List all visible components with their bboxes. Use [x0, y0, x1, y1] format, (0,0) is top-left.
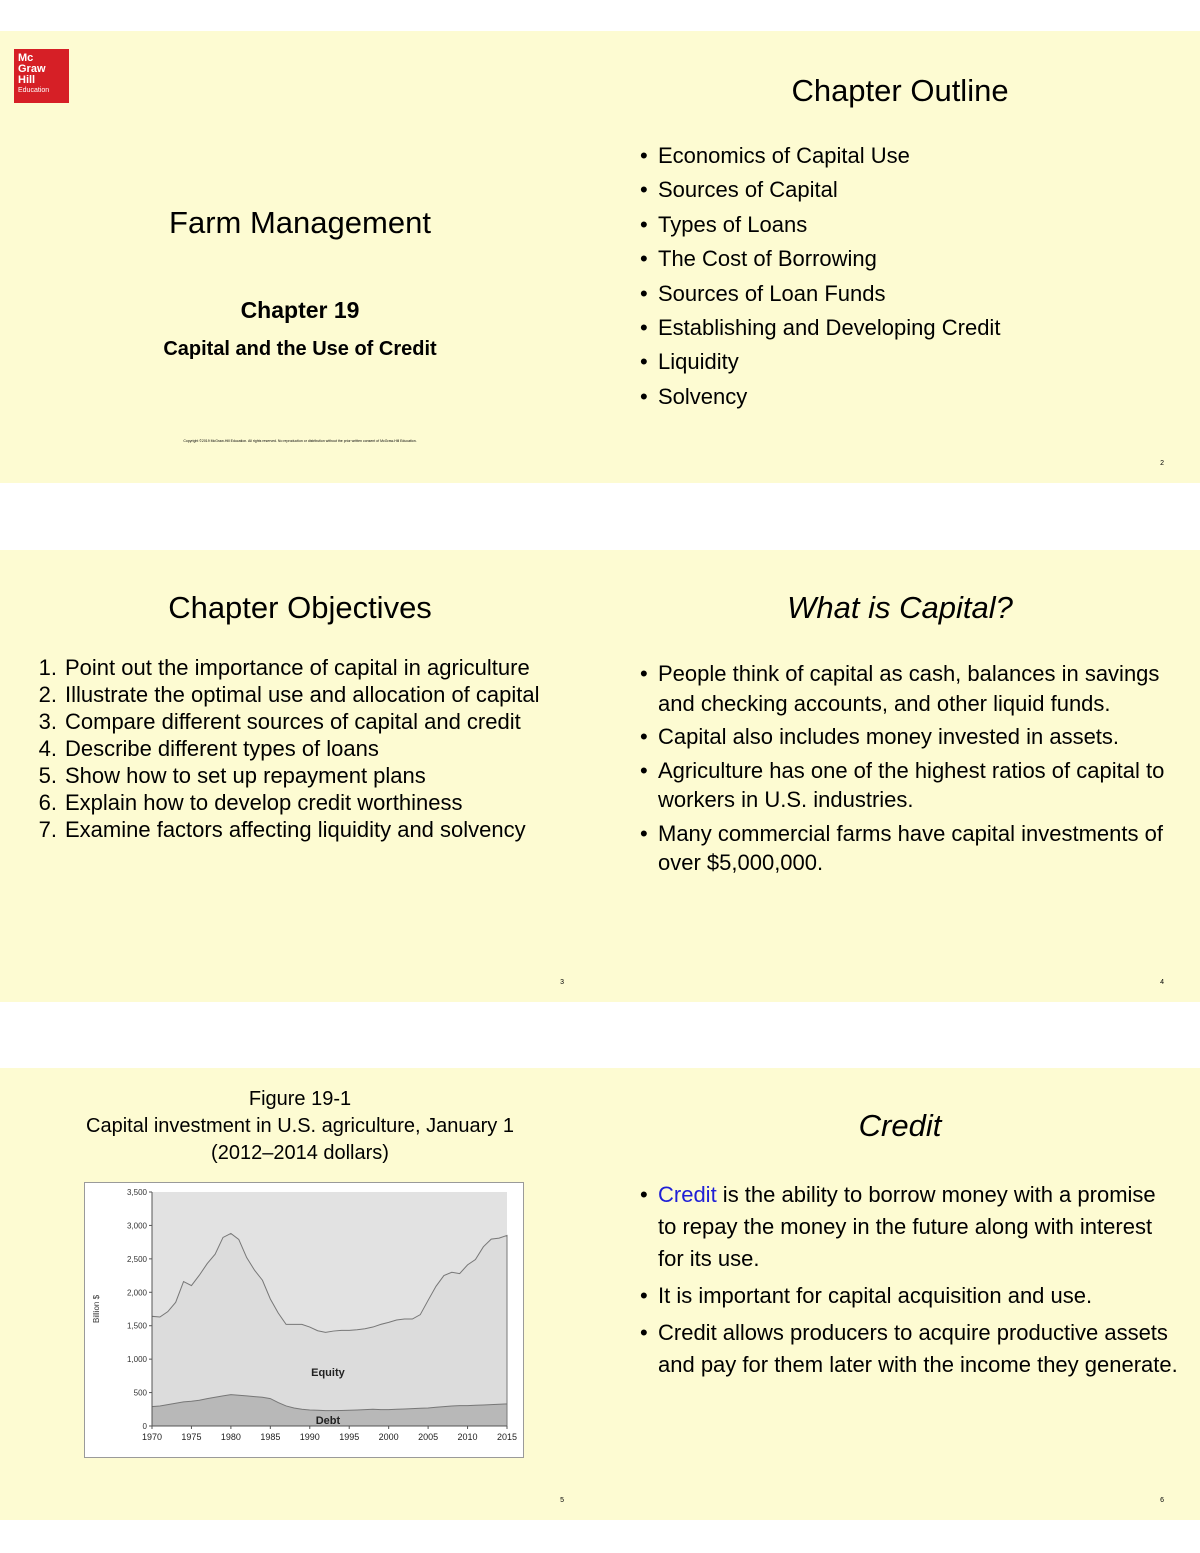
slide-title: Credit [858, 1108, 942, 1143]
x-tick-label: 1975 [181, 1432, 202, 1442]
y-tick-label: 3,000 [126, 1221, 147, 1231]
what-is-capital-slide [600, 550, 1200, 1002]
mcgraw-hill-logo [14, 49, 69, 103]
page-number: 6 [1160, 1497, 1164, 1504]
debt-label: Debt [315, 1415, 341, 1427]
slide-title: Farm Management [169, 205, 431, 240]
objective-text: Examine factors affecting liquidity and solvency [65, 817, 526, 842]
y-tick-label: 2,000 [126, 1288, 147, 1298]
objective-text: Compare different sources of capital and credit [65, 709, 521, 734]
capital-bullet: • Capital also includes money invested in assets. [638, 722, 1178, 752]
objective-text: Describe different types of loans [65, 736, 379, 761]
logo-line: Education [18, 87, 50, 94]
credit-slide [600, 1068, 1200, 1520]
page-number: 3 [560, 979, 564, 986]
y-tick-label: 1,500 [126, 1321, 147, 1331]
x-tick-label: 1995 [339, 1432, 360, 1442]
objective-item [27, 711, 547, 733]
page-number: 5 [560, 1497, 564, 1504]
credit-bullet: • Credit allows producers to acquire productive assets and pay for them later with the income they generate. [638, 1317, 1178, 1381]
capital-bullets [638, 659, 1178, 878]
objective-text: Point out the importance of capital in agriculture [65, 655, 530, 680]
objective-item [27, 657, 547, 679]
objective-number: 4. [38, 736, 57, 761]
objective-item [27, 684, 547, 706]
slide-title: What is Capital? [787, 590, 1013, 625]
page-number: 4 [1160, 979, 1164, 986]
objective-text: Explain how to develop credit worthiness [65, 790, 463, 815]
objective-item [27, 819, 547, 841]
x-tick-label: 2010 [457, 1432, 478, 1442]
outline-item: • Solvency [638, 380, 1000, 414]
x-tick-label: 1990 [299, 1432, 320, 1442]
outline-item: • Sources of Capital [638, 173, 1000, 207]
equity-label: Equity [311, 1367, 345, 1380]
objective-text: Show how to set up repayment plans [65, 763, 426, 788]
outline-item: • Economics of Capital Use [638, 139, 1000, 173]
figure-subtitle: (2012–2014 dollars) [211, 1142, 389, 1164]
x-tick-label: 1985 [260, 1432, 281, 1442]
x-tick-label: 2000 [378, 1432, 399, 1442]
outline-item: • Liquidity [638, 345, 1000, 379]
capital-area-chart [85, 1183, 523, 1457]
figure-caption [0, 1086, 600, 1167]
x-tick-label: 1970 [141, 1432, 163, 1442]
capital-bullet: • People think of capital as cash, balances in savings and checking accounts, and other liquid funds. [638, 659, 1178, 718]
logo-line: Graw [18, 63, 46, 75]
objective-number: 3. [38, 709, 57, 734]
page-number: 2 [1160, 460, 1164, 467]
objective-item [27, 738, 547, 760]
objective-item [27, 792, 547, 814]
slide-title: Chapter Objectives [168, 590, 432, 625]
outline-item: • Sources of Loan Funds [638, 277, 1000, 311]
y-tick-label: 0 [142, 1422, 147, 1431]
y-axis-label: Billion $ [92, 1294, 101, 1324]
y-tick-label: 2,500 [126, 1254, 147, 1264]
y-tick-label: 1,000 [126, 1355, 147, 1365]
x-tick-label: 2015 [496, 1432, 518, 1442]
objective-number: 1. [38, 655, 57, 680]
x-tick-label: 1980 [220, 1432, 241, 1442]
outline-item: • Establishing and Developing Credit [638, 311, 1000, 345]
outline-item: • Types of Loans [638, 208, 1000, 242]
credit-bullet: • It is important for capital acquisition and use. [638, 1280, 1178, 1312]
outline-item: • The Cost of Borrowing [638, 242, 1000, 276]
chapter-objectives-slide [0, 550, 600, 1002]
chart-frame [84, 1182, 524, 1458]
credit-bullet [638, 1179, 1178, 1275]
objective-text: Illustrate the optimal use and allocation of capital [65, 682, 540, 707]
objective-item [27, 765, 547, 787]
y-tick-label: 3,500 [126, 1188, 147, 1197]
objective-number: 6. [38, 790, 57, 815]
figure-title: Capital investment in U.S. agriculture, January 1 [86, 1115, 514, 1137]
copyright-notice: Copyright ©2019 McGraw-Hill Education. All rights reserved. No reproduction or distribution without the prior written consent of McGraw-Hill Education. [183, 439, 417, 443]
figure-slide [0, 1068, 600, 1520]
chapter-outline-slide [600, 31, 1200, 483]
x-tick-label: 2005 [418, 1432, 439, 1442]
capital-bullet: • Many commercial farms have capital investments of over $5,000,000. [638, 819, 1178, 878]
outline-list [638, 139, 1000, 414]
y-tick-label: 500 [133, 1388, 147, 1398]
objectives-list [27, 657, 547, 846]
title-slide [0, 31, 600, 483]
objective-number: 2. [38, 682, 57, 707]
chapter-subtitle: Capital and the Use of Credit [163, 338, 437, 360]
chapter-number: Chapter 19 [240, 297, 360, 323]
capital-bullet: • Agriculture has one of the highest ratios of capital to workers in U.S. industries. [638, 756, 1178, 815]
credit-definition: is the ability to borrow money with a promise to repay the money in the future along with interest for its use. [658, 1182, 1156, 1271]
logo-line: Hill [18, 74, 36, 86]
credit-term: Credit [658, 1182, 717, 1207]
slide-title: Chapter Outline [791, 73, 1009, 108]
credit-bullets [638, 1179, 1178, 1381]
logo-line: Mc [18, 52, 34, 64]
figure-label: Figure 19-1 [248, 1088, 352, 1110]
objective-number: 7. [38, 817, 57, 842]
objective-number: 5. [38, 763, 57, 788]
